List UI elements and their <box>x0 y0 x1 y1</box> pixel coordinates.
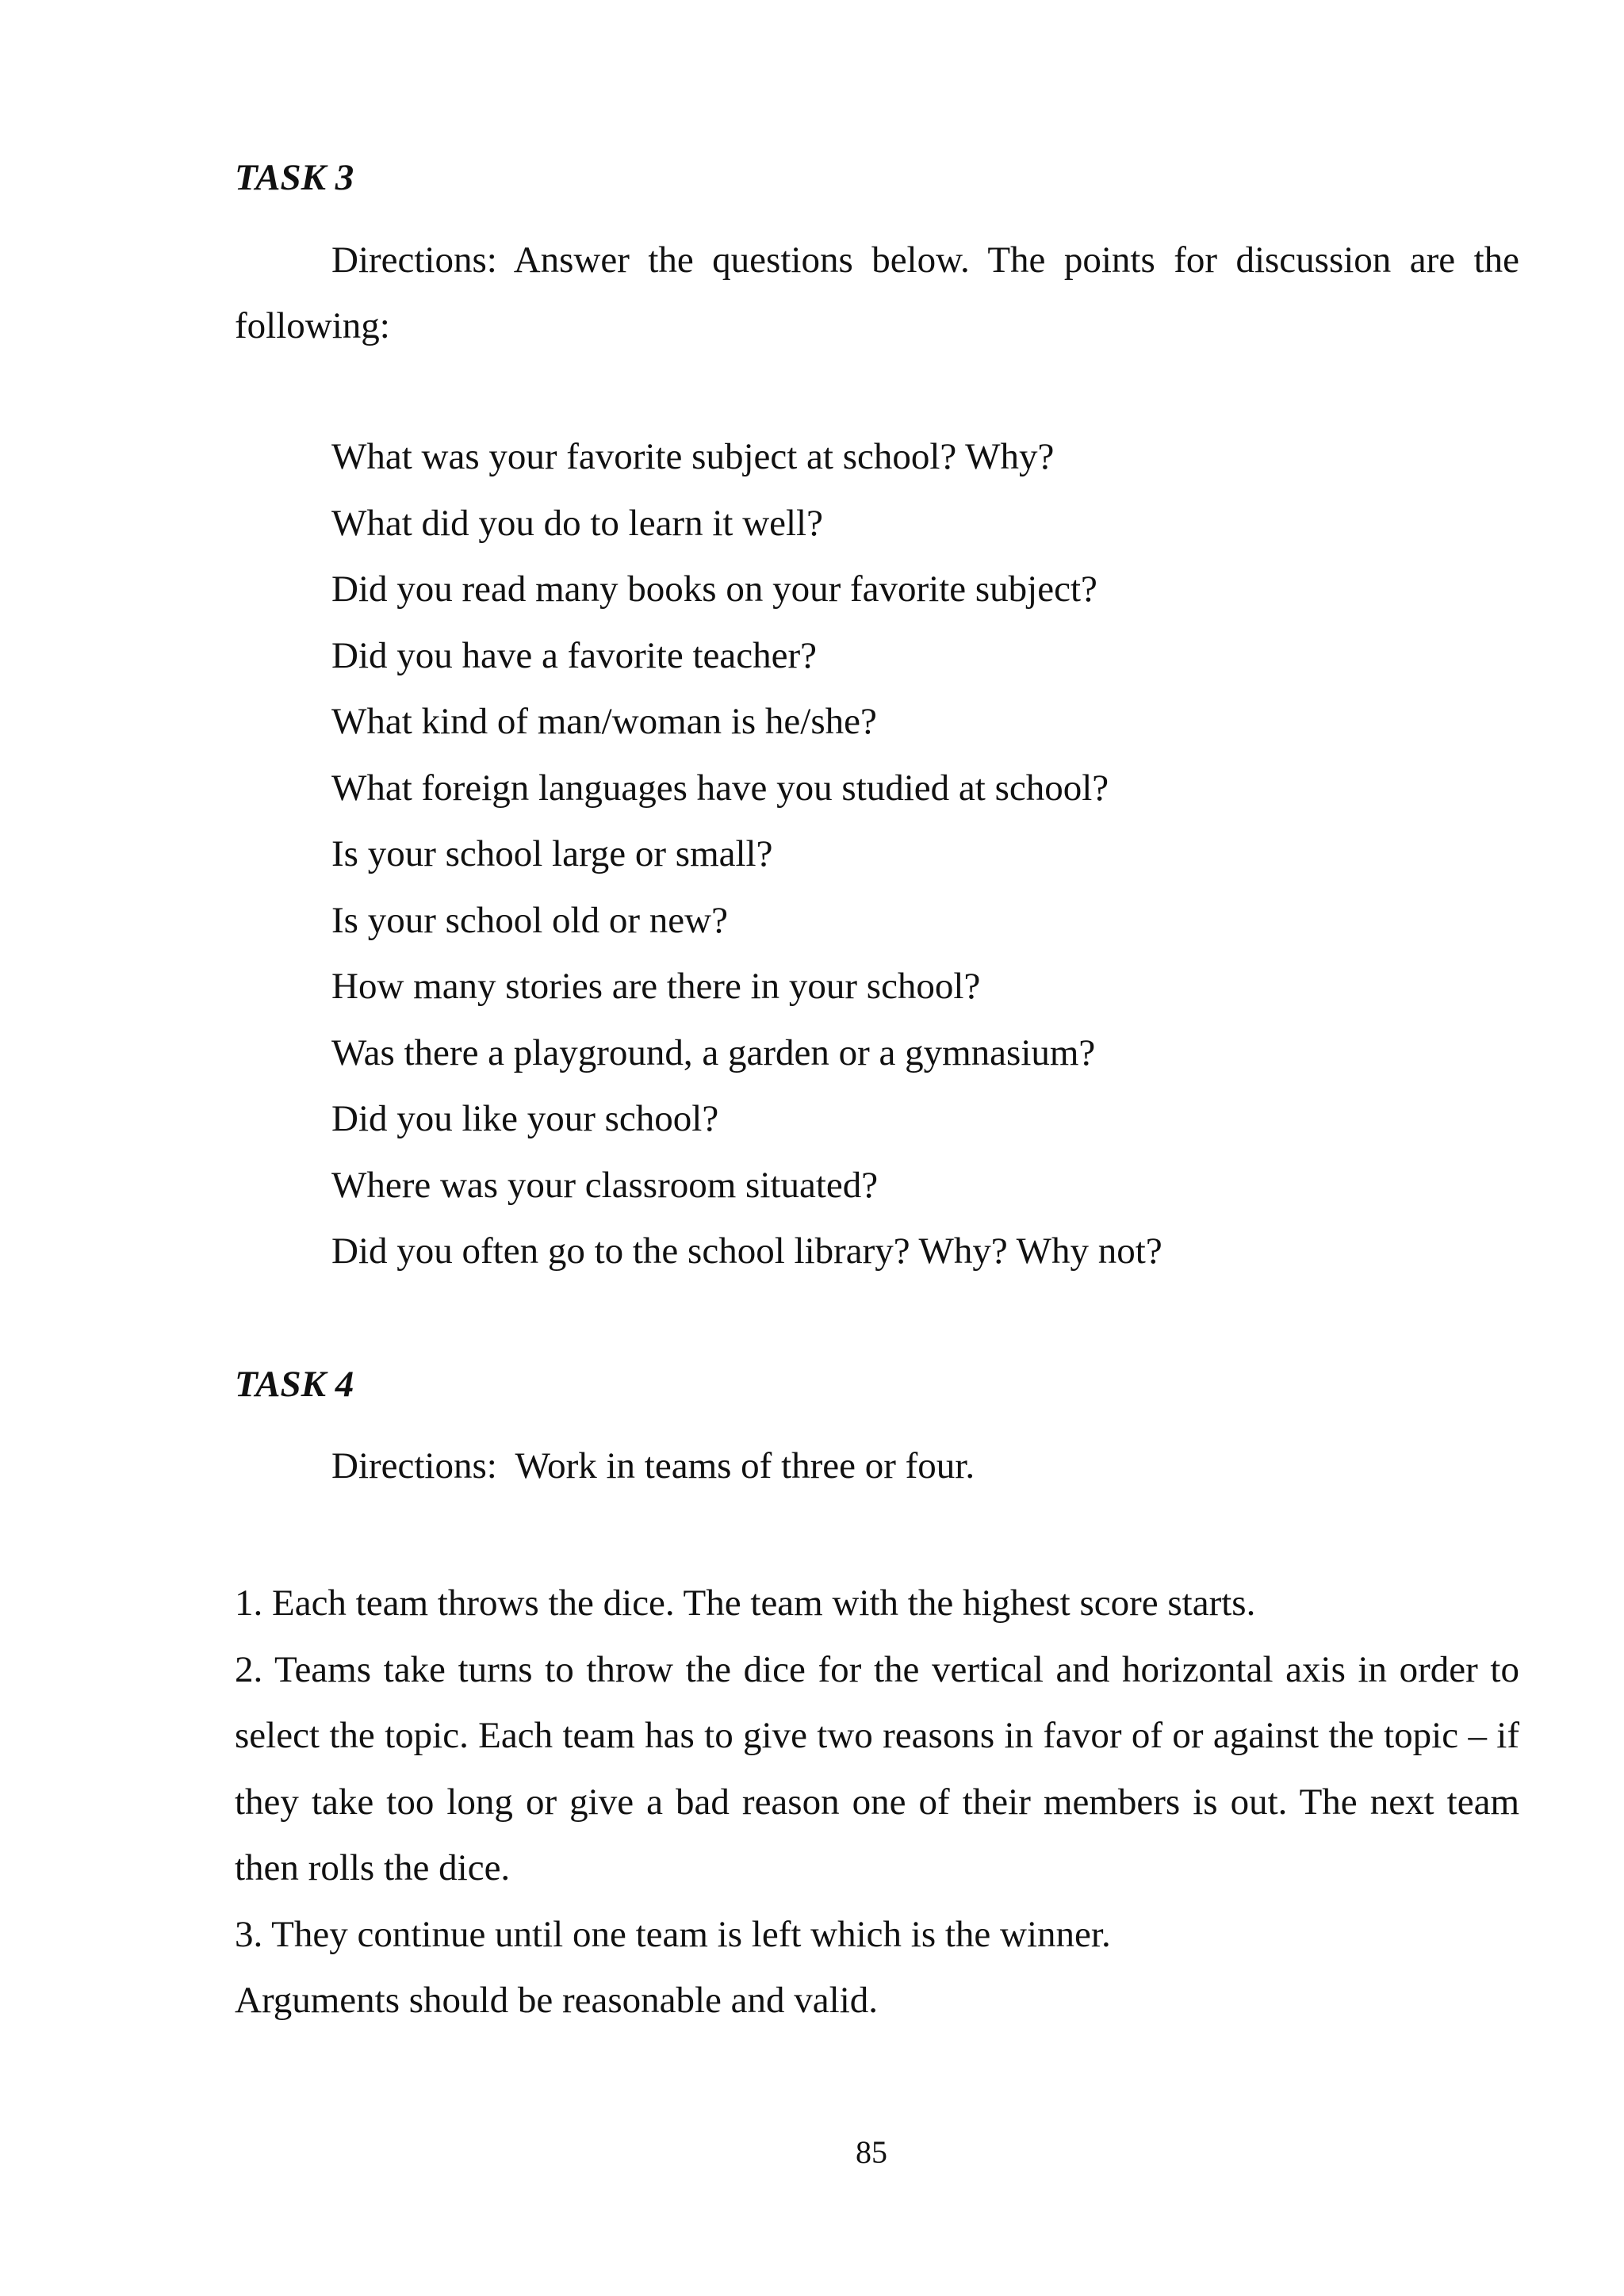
question-item: Did you have a favorite teacher? <box>331 634 817 676</box>
question-item: What foreign languages have you studied at school? <box>331 767 1109 809</box>
question-item: What did you do to learn it well? <box>331 502 823 544</box>
task3-directions-text: Directions: Answer the questions below. The points for discussion are the following: <box>235 239 1519 346</box>
step-item: 2. Teams take turns to throw the dice for the vertical and horizontal axis in order to select the topic. Each team has to give two reasons in favor of or against the topic – if they take too long or give a bad reason one of their members is out. The next team then rolls the dice. <box>235 1648 1519 1888</box>
question-item: How many stories are there in your school? <box>331 966 981 1007</box>
page-number: 85 <box>856 2134 887 2170</box>
question-item: What kind of man/woman is he/she? <box>331 701 877 742</box>
task4-directions: Directions: Work in teams of three or four. <box>331 1445 975 1487</box>
question-item: Did you read many books on your favorite subject? <box>331 568 1097 610</box>
step-item: 1. Each team throws the dice. The team with the highest score starts. <box>235 1582 1256 1624</box>
question-item: Is your school old or new? <box>331 899 728 941</box>
question-item: Did you like your school? <box>331 1098 719 1139</box>
task3-question-list <box>331 424 1162 1285</box>
closing-note: Arguments should be reasonable and valid. <box>235 1980 879 2021</box>
step-item: 3. They continue until one team is left which is the winner. <box>235 1913 1111 1955</box>
question-item: Was there a playground, a garden or a gymnasium? <box>331 1031 1096 1073</box>
question-item: Is your school large or small? <box>331 833 773 874</box>
task4-heading: TASK 4 <box>235 1364 354 1405</box>
task4-steps <box>235 1571 1519 2034</box>
question-item: What was your favorite subject at school? Why? <box>331 436 1055 477</box>
task3-directions <box>235 228 1519 359</box>
task3-heading: TASK 3 <box>235 157 354 198</box>
question-item: Where was your classroom situated? <box>331 1164 879 1206</box>
question-item: Did you often go to the school library? Why? Why not? <box>331 1230 1162 1272</box>
